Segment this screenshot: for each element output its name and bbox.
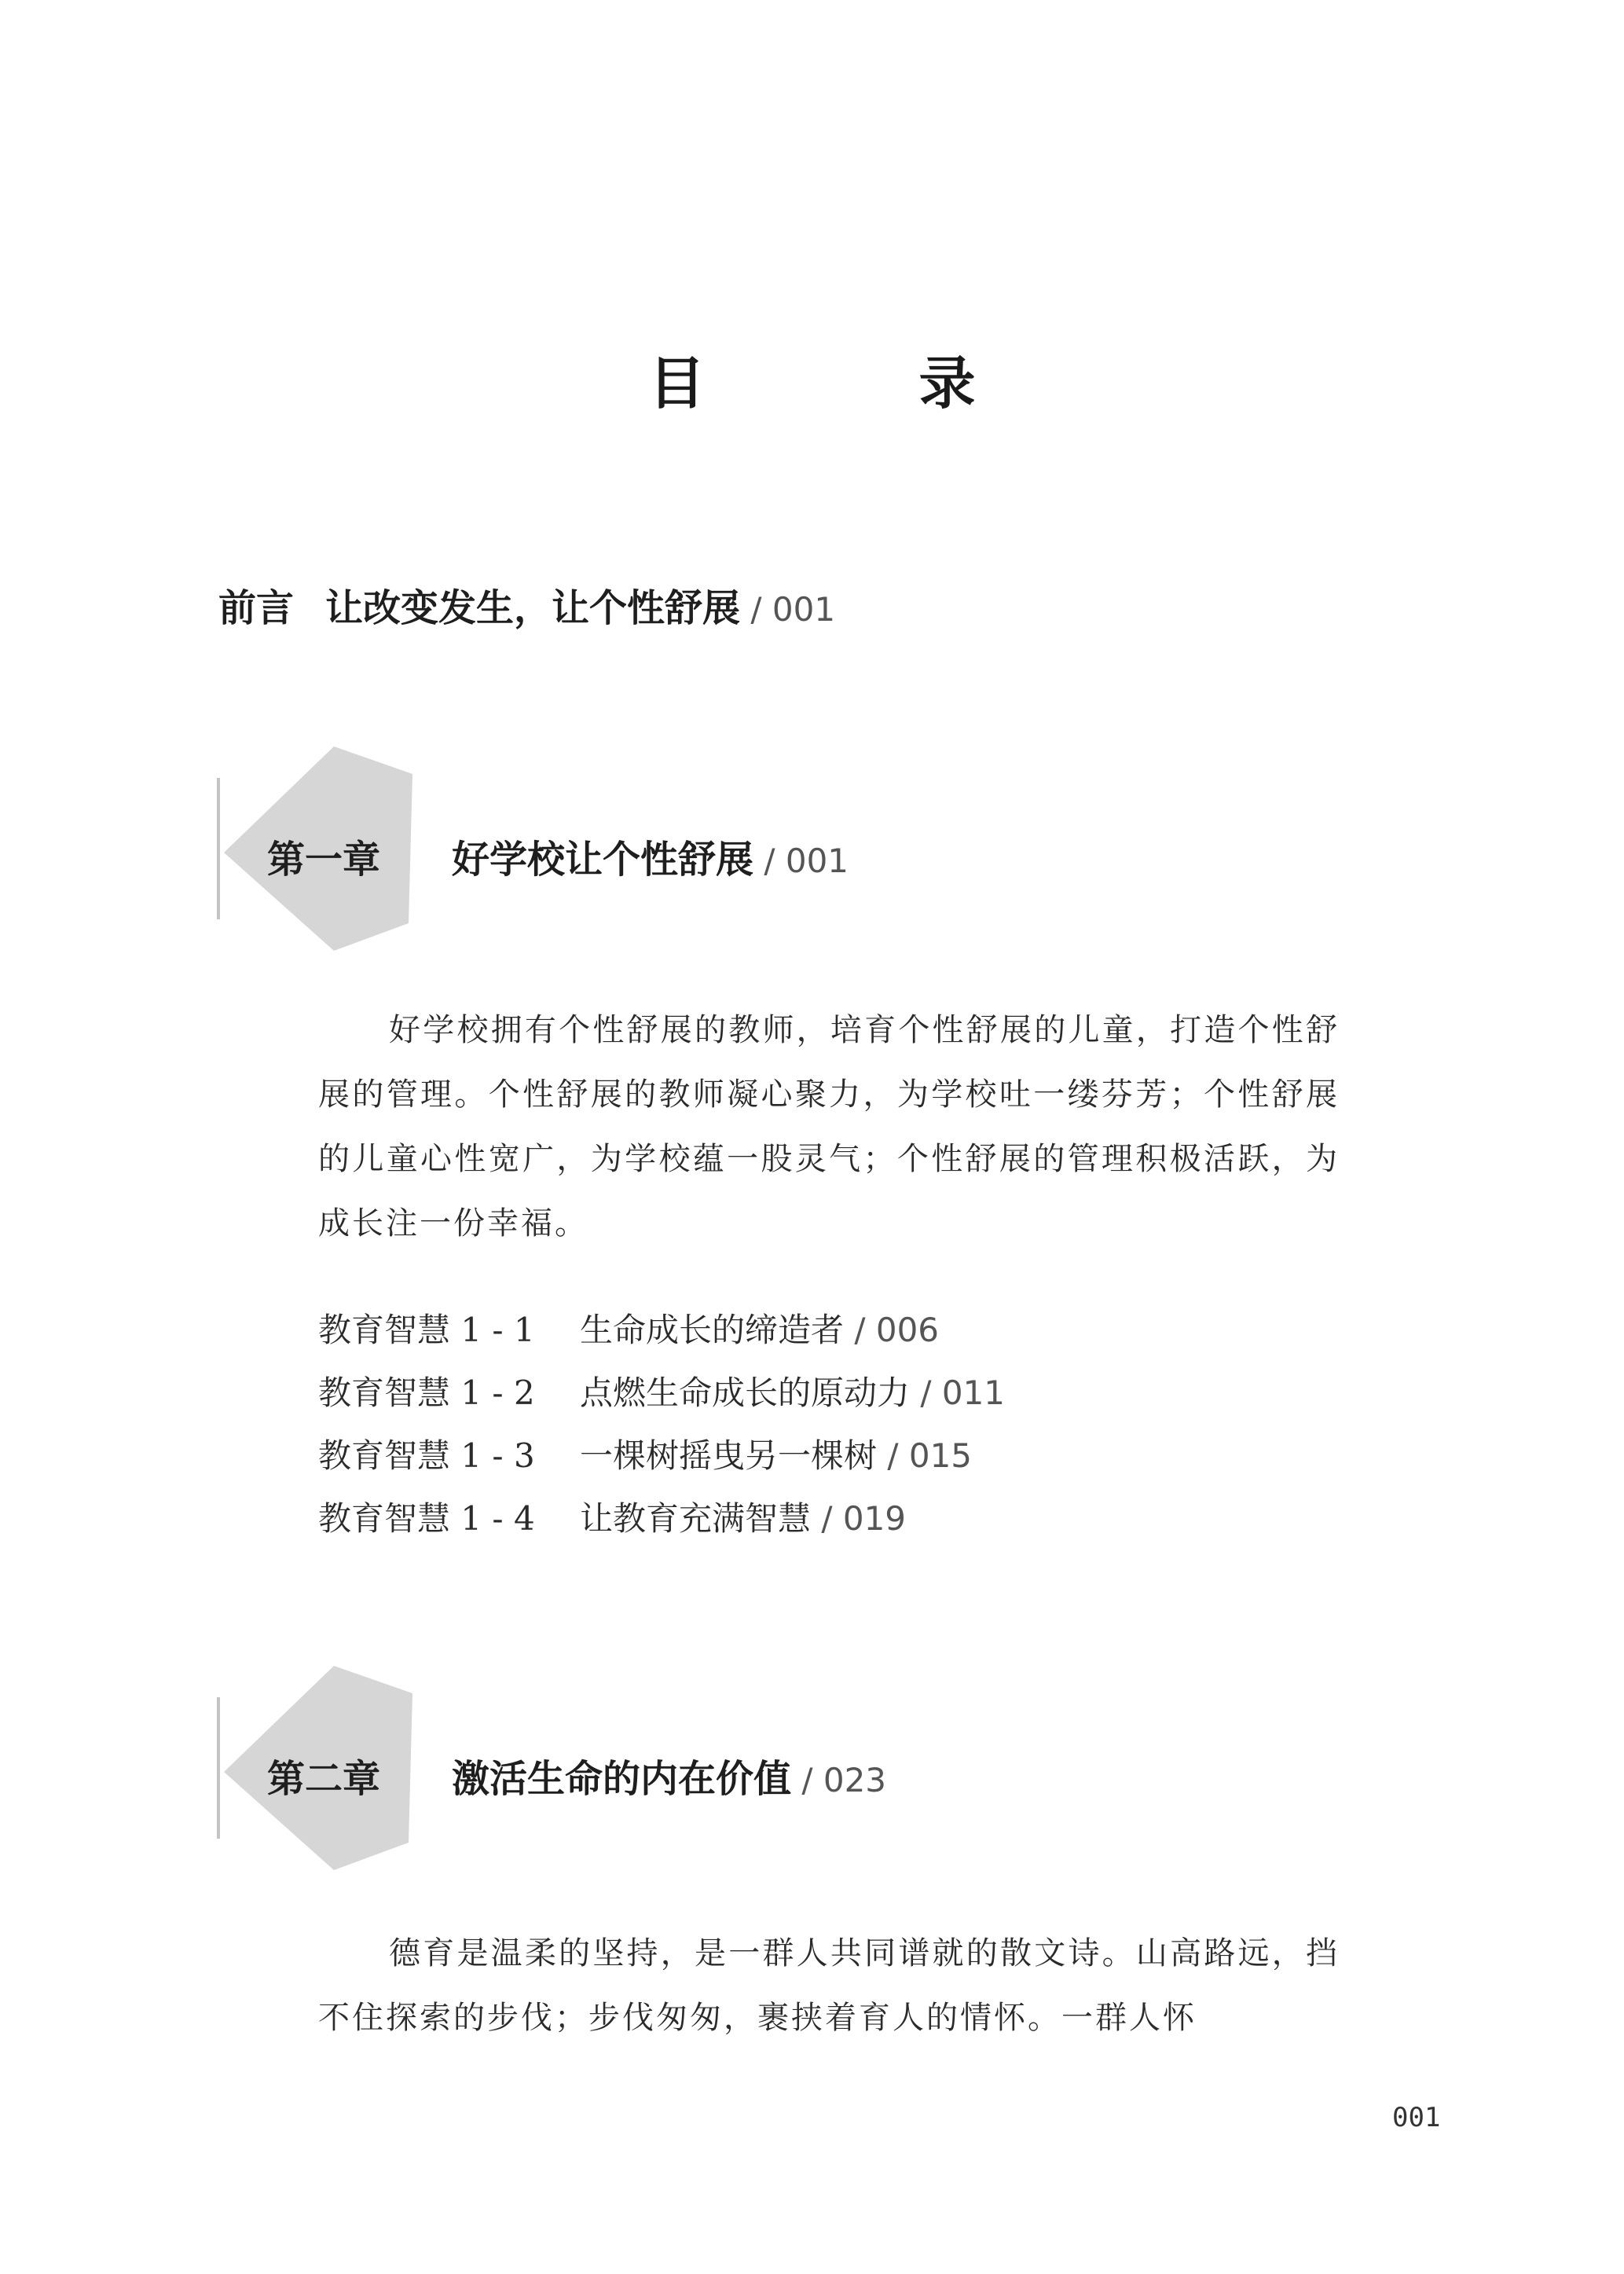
section-title: 点燃生命成长的原动力: [580, 1374, 911, 1412]
toc-entry-chapter-2[interactable]: [212, 1666, 1391, 1870]
section-label: 教育智慧 1 - 4: [318, 1499, 535, 1538]
toc-entry-chapter-1[interactable]: [212, 746, 1391, 951]
section-label: 教育智慧 1 - 3: [318, 1436, 535, 1475]
section-entry[interactable]: [318, 1304, 1005, 1367]
chapter-title: [452, 1748, 886, 1803]
section-label: 教育智慧 1 - 1: [318, 1311, 535, 1349]
section-page-ref: / 011: [910, 1374, 1006, 1412]
toc-entry-preface[interactable]: [218, 578, 835, 632]
page-number: 001: [1392, 2102, 1441, 2133]
section-entry[interactable]: [318, 1430, 1005, 1493]
section-entry[interactable]: [318, 1493, 1005, 1556]
section-entry[interactable]: [318, 1367, 1005, 1430]
chapter-label: 第一章: [267, 838, 381, 882]
section-page-ref: / 015: [877, 1436, 973, 1475]
chapter-page-ref: / 001: [753, 842, 849, 880]
section-page-ref: / 006: [844, 1311, 940, 1349]
toc-heading: 目 录: [648, 350, 1054, 416]
preface-title: 让改变发生，让个性舒展: [325, 586, 741, 630]
chapter-title: [452, 829, 849, 883]
chapter-title-text: 激活生命的内在价值: [452, 1757, 792, 1801]
chapter-1-intro: 好学校拥有个性舒展的教师，培育个性舒展的儿童，打造个性舒展的管理。个性舒展的教师凝心聚力，为学校吐一缕芬芳；个性舒展的儿童心性宽广，为学校蕴一股灵气；个性舒展的管理积极活跃，为成长注一份幸福。: [318, 1012, 1340, 1242]
chapter-title-text: 好学校让个性舒展: [452, 838, 754, 882]
preface-page-ref: / 001: [740, 590, 836, 629]
chapter-label: 第二章: [267, 1757, 381, 1801]
preface-label: 前言: [218, 586, 295, 630]
chapter-1-sections: [318, 1304, 1005, 1556]
section-title: 一棵树摇曳另一棵树: [580, 1436, 878, 1475]
section-page-ref: / 019: [811, 1499, 907, 1538]
section-title: 让教育充满智慧: [580, 1499, 812, 1538]
chapter-page-ref: / 023: [791, 1761, 887, 1799]
section-label: 教育智慧 1 - 2: [318, 1374, 535, 1412]
chapter-2-intro: 德育是温柔的坚持，是一群人共同谱就的散文诗。山高路远，挡不住探索的步伐；步伐匆匆，裹挟着育人的情怀。一群人怀: [318, 1935, 1340, 2036]
section-title: 生命成长的缔造者: [580, 1311, 845, 1349]
